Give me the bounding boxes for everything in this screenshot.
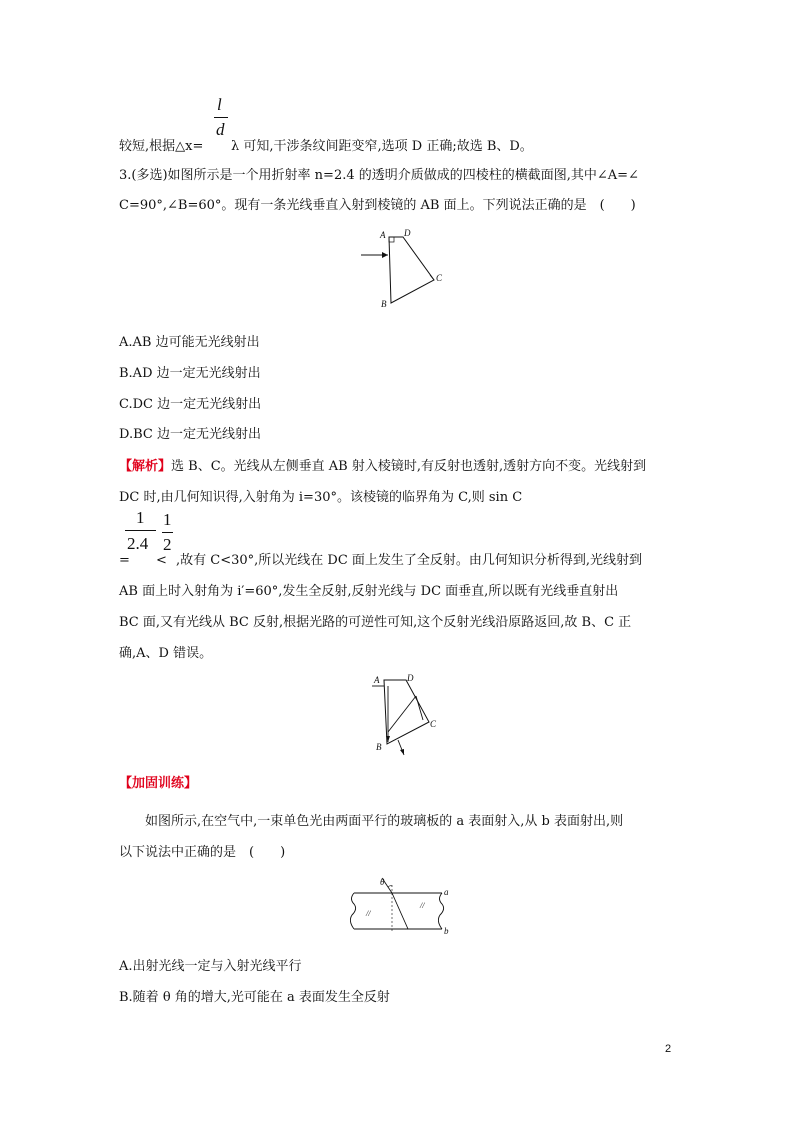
analysis-line: 确,A、D 错误。 [119, 646, 213, 661]
fraction-denominator-d: d [216, 120, 225, 139]
analysis-tag: 【解析】 [119, 459, 172, 474]
option-d: D.BC 边一定无光线射出 [119, 427, 261, 442]
surface-label-a: a [444, 887, 449, 897]
training-text: 如图所示,在空气中,一束单色光由两面平行的玻璃板的 a 表面射入,从 b 表面射出,则 [119, 814, 624, 829]
analysis-line: < [156, 553, 167, 568]
vertex-label-b: B [381, 299, 387, 309]
analysis-line: = [119, 553, 130, 568]
refracted-ray [392, 893, 408, 929]
fraction-2-denominator: 2 [163, 535, 172, 554]
prism-outline [384, 680, 429, 744]
analysis-line: DC 时,由几何知识得,入射角为 i=30°。该棱镜的临界角为 C,则 sin C [119, 490, 523, 505]
training-option-b: B.随着 θ 角的增大,光可能在 a 表面发生全反射 [119, 990, 390, 1005]
analysis-line: ,故有 C<30°,所以光线在 DC 面上发生了全反射。由几何知识分析得到,光线射到 [176, 553, 643, 568]
analysis-line [119, 457, 646, 477]
fraction-bar [214, 117, 228, 118]
analysis-text: 选 B、C。光线从左侧垂直 AB 射入棱镜时,有反射也透射,透射方向不变。光线射到 [171, 459, 647, 474]
right-angle-mark [389, 237, 394, 242]
analysis-line: AB 面上时入射角为 i′=60°,发生全反射,反射光线与 DC 面垂直,所以既有光线垂直射出 [119, 584, 619, 599]
fraction-1-denominator: 2.4 [127, 534, 149, 553]
vertex-label-c: C [436, 273, 443, 283]
arrow-head-icon [400, 749, 404, 755]
fraction-numerator-l: l [217, 95, 222, 114]
option-a: A.AB 边可能无光线射出 [119, 335, 260, 350]
page-number: 2 [665, 1043, 672, 1055]
break-line [350, 893, 355, 929]
fraction-2-numerator: 1 [163, 510, 172, 529]
theta-label: θ [380, 877, 385, 887]
reflected-ray [416, 696, 423, 720]
prism-outline [389, 237, 434, 303]
fraction-2-bar [162, 532, 173, 533]
vertex-label-c: C [430, 719, 437, 729]
question-3-text: C=90°,∠B=60°。现有一条光线垂直入射到棱镜的 AB 面上。下列说法正确的是 ( ) [119, 198, 636, 213]
vertex-label-a: A [380, 230, 386, 240]
right-angle-mark [430, 275, 434, 280]
ray-path-figure [368, 672, 448, 760]
question-3-text: 3.(多选)如图所示是一个用折射率 n=2.4 的透明介质做成的四棱柱的横截面图,其中∠A=∠ [119, 168, 639, 183]
vertex-label-b: B [376, 742, 382, 752]
arrow-head-icon [382, 252, 388, 258]
prism-figure [355, 225, 455, 315]
training-tag: 【加固训练】 [119, 776, 198, 791]
vertex-label-d: D [404, 228, 411, 238]
hatch-mark: // [366, 909, 371, 918]
surface-label-b: b [444, 926, 449, 935]
option-c: C.DC 边一定无光线射出 [119, 397, 262, 412]
option-b: B.AD 边一定无光线射出 [119, 366, 261, 381]
vertex-label-a: A [374, 675, 380, 685]
reflected-ray [388, 696, 416, 732]
fraction-1-bar [125, 530, 156, 531]
training-text: 以下说法中正确的是 ( ) [119, 845, 286, 860]
training-option-a: A.出射光线一定与入射光线平行 [119, 959, 302, 974]
analysis-line: BC 面,又有光线从 BC 反射,根据光路的可逆性可知,这个反射光线沿原路返回,故 B、C 正 [119, 615, 632, 630]
vertex-label-d: D [407, 673, 414, 683]
angle-arc [388, 886, 392, 887]
text-line: λ 可知,干涉条纹间距变窄,选项 D 正确;故选 B、D。 [231, 139, 533, 154]
hatch-mark: // [420, 901, 425, 910]
glass-slab-figure [344, 873, 464, 935]
break-line [438, 893, 443, 929]
fraction-1-numerator: 1 [136, 508, 145, 527]
text-line: 较短,根据△x= [119, 139, 204, 154]
